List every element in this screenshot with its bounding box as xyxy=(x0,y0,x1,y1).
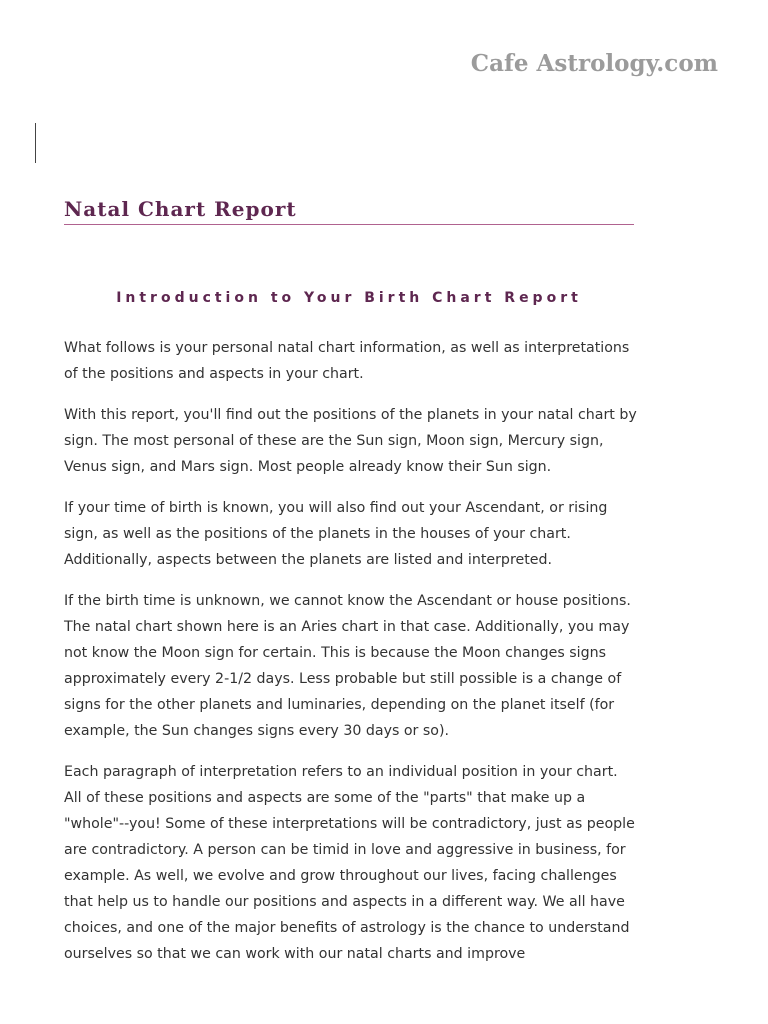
title-divider xyxy=(64,224,634,225)
report-title: Natal Chart Report xyxy=(64,197,297,221)
report-body xyxy=(64,335,638,982)
site-brand: Cafe Astrology.com xyxy=(470,50,718,77)
paragraph-4: If the birth time is unknown, we cannot know the Ascendant or house positions. The natal chart shown here is an Aries chart in that case. Additionally, you may not know the Moon sign for certain. This is because the Moon changes signs approximately every 2-1/2 days. Less probable but still possible is a change of signs for the other planets and luminaries, depending on the planet itself (for example, the Sun changes signs every 30 days or so). xyxy=(64,593,631,739)
margin-mark xyxy=(35,123,36,163)
paragraph-5: Each paragraph of interpretation refers to an individual position in your chart. All of these positions and aspects are some of the "parts" that make up a "whole"--you! Some of these interpretations will be contradictory, just as people are contradictory. A person can be timid in love and aggressive in business, for example. As well, we evolve and grow throughout our lives, facing challenges that help us to handle our positions and aspects in a different way. We all have choices, and one of the major benefits of astrology is the chance to understand ourselves so that we can work with our natal charts and improve xyxy=(64,764,635,962)
paragraph-3: If your time of birth is known, you will also find out your Ascendant, or rising sign, as well as the positions of the planets in the houses of your chart. Additionally, aspects between the planets are listed and interpreted. xyxy=(64,500,608,568)
paragraph-1: What follows is your personal natal chart information, as well as interpretations of the positions and aspects in your chart. xyxy=(64,340,630,382)
section-heading: Introduction to Your Birth Chart Report xyxy=(116,290,582,306)
paragraph-2: With this report, you'll find out the positions of the planets in your natal chart by sign. The most personal of these are the Sun sign, Moon sign, Mercury sign, Venus sign, and Mars sign. Most people already know their Sun sign. xyxy=(64,407,637,475)
